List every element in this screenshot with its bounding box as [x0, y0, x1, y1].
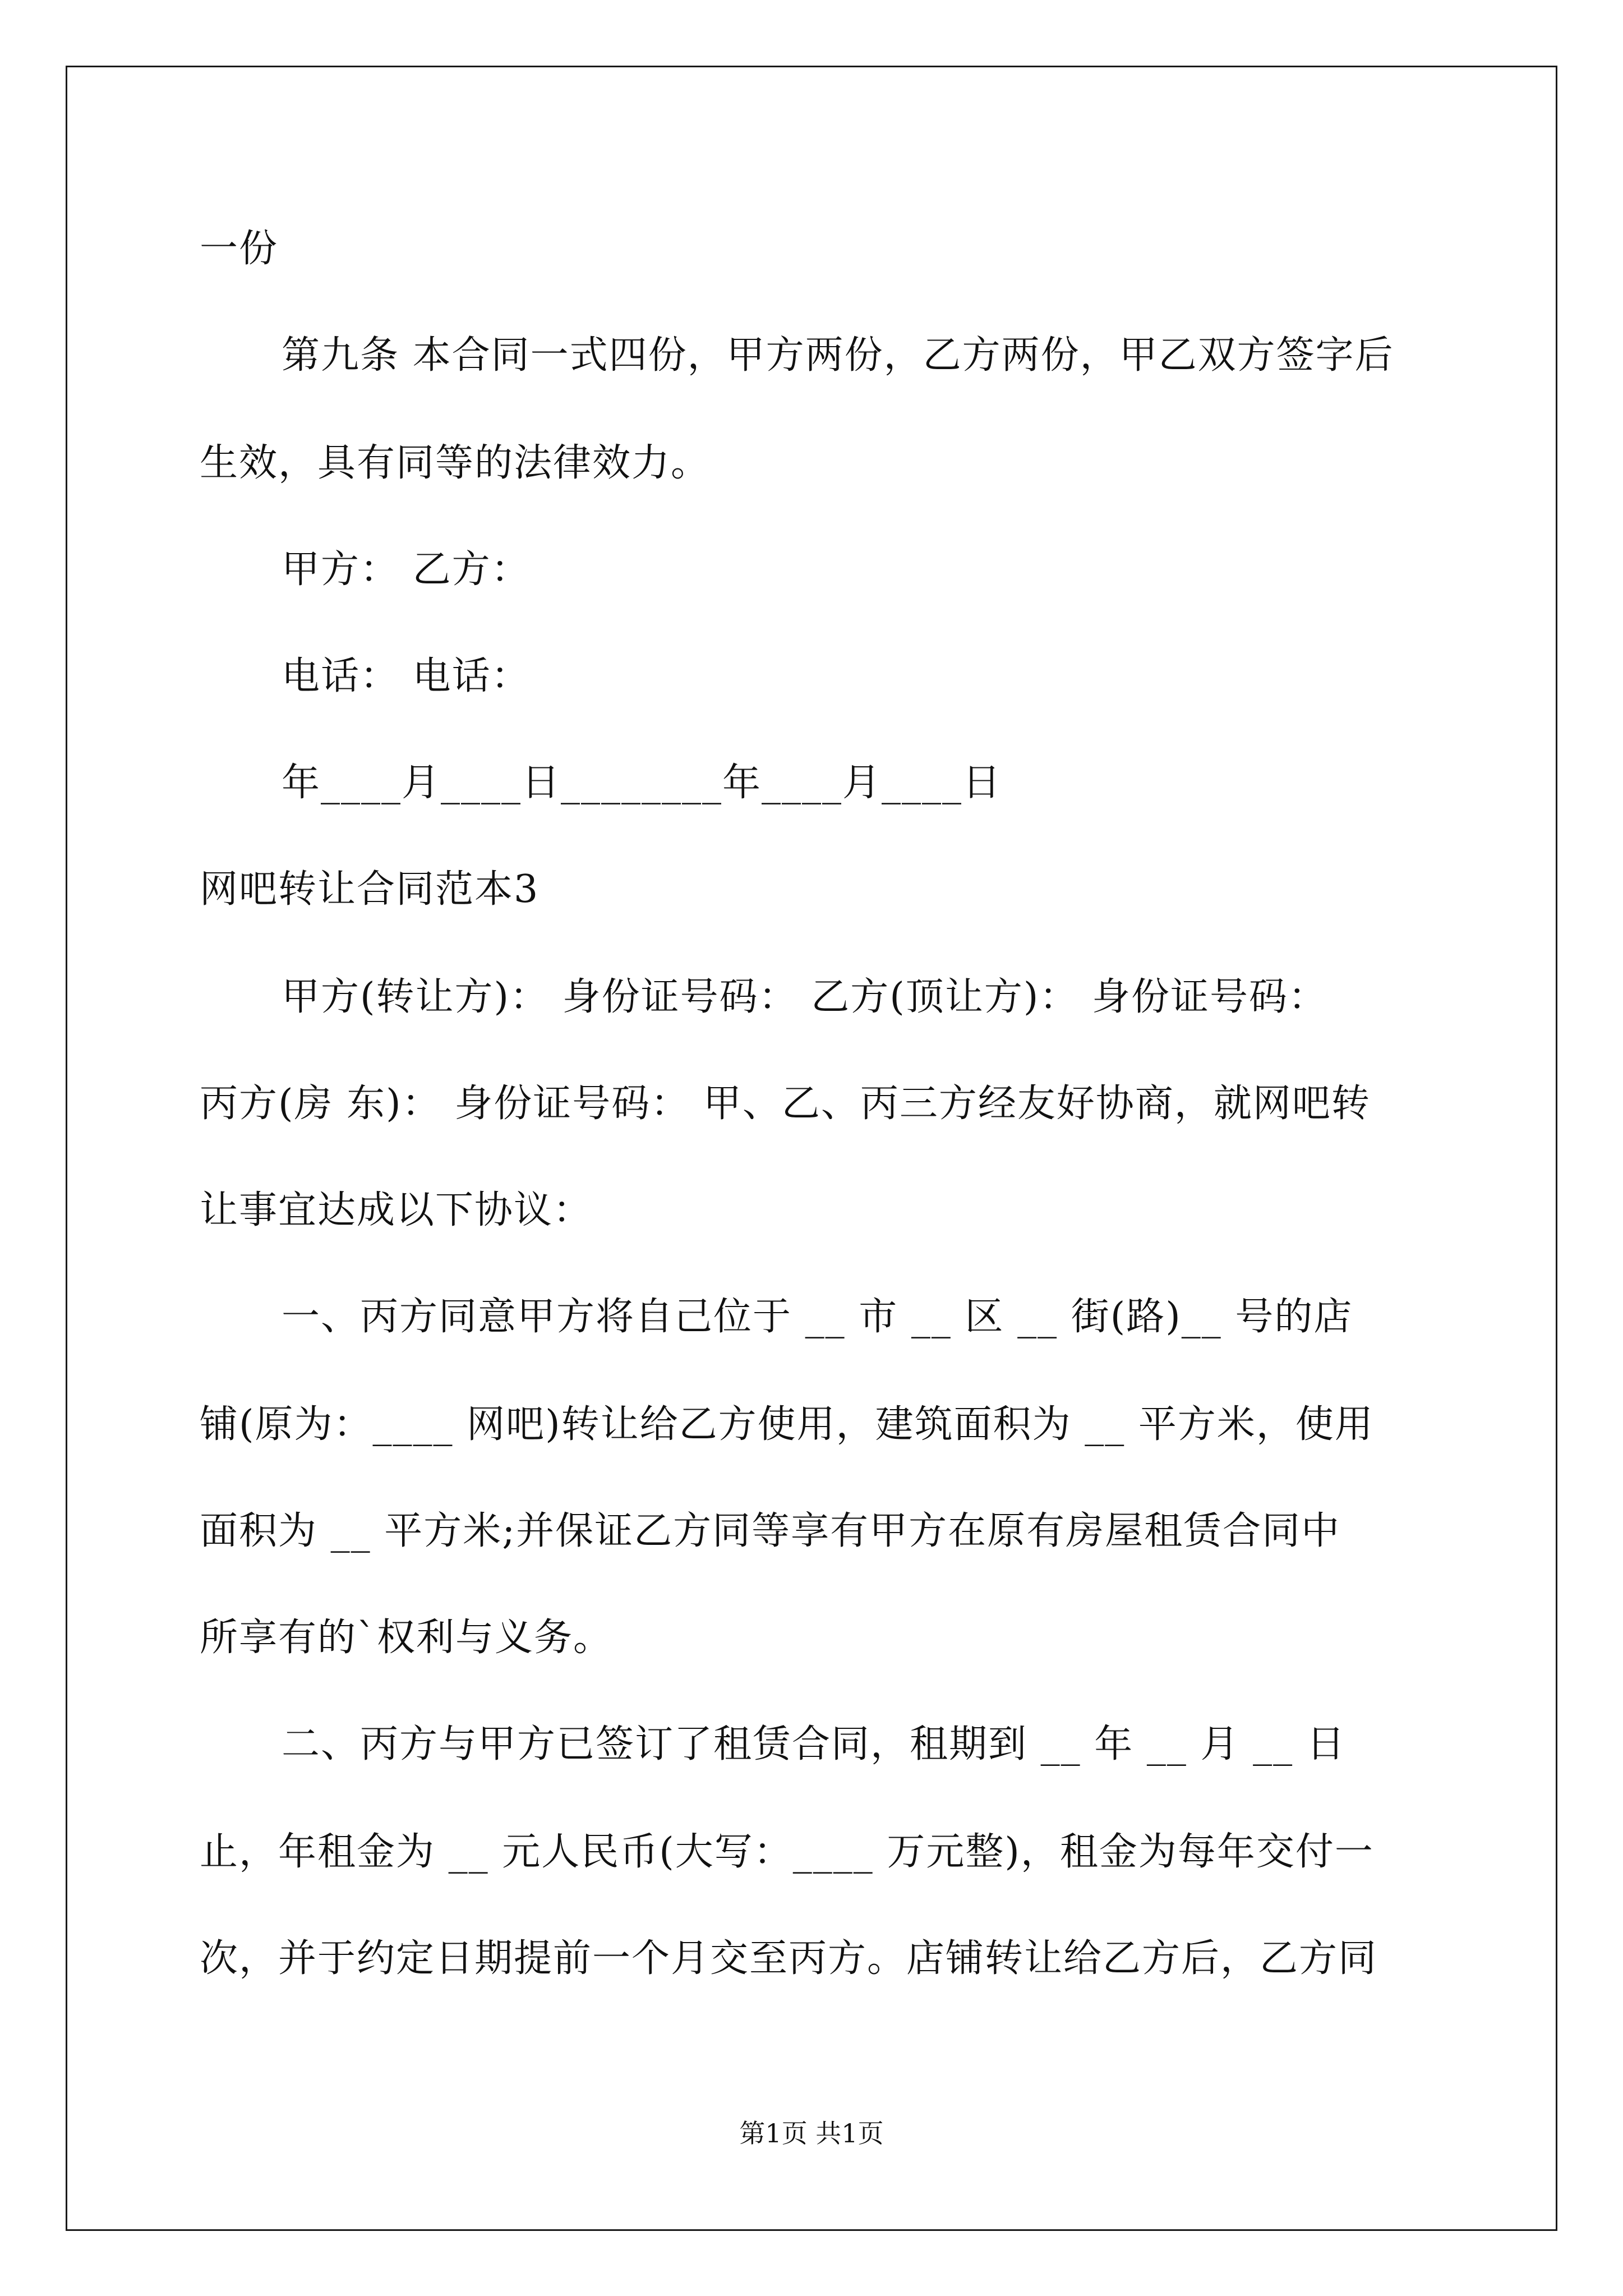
clause-one-line-1: 一、丙方同意甲方将自己位于 __ 市 __ 区 __ 街(路)__ 号的店	[282, 1295, 1353, 1339]
clause-two-line-1: 二、丙方与甲方已签订了租赁合同，租期到 __ 年 __ 月 __ 日	[282, 1722, 1346, 1766]
section-title: 网吧转让合同范本3	[200, 867, 540, 912]
party-signature-line: 甲方： 乙方：	[282, 547, 531, 592]
clause-nine-line-1: 第九条 本合同一式四份，甲方两份，乙方两份，甲乙双方签字后	[282, 333, 1394, 378]
clause-one-line-2: 铺(原为：____ 网吧)转让给乙方使用，建筑面积为 __ 平方米，使用	[200, 1402, 1374, 1447]
clause-two-line-3: 次，并于约定日期提前一个月交至丙方。店铺转让给乙方后，乙方同	[200, 1936, 1378, 1981]
date-line: 年____月____日________年____月____日	[282, 761, 1002, 805]
clause-two-line-2: 止，年租金为 __ 元人民币(大写：____ 万元整)，租金为每年交付一	[200, 1830, 1374, 1874]
page-border	[66, 66, 1557, 2231]
clause-one-line-3: 面积为 __ 平方米;并保证乙方同等享有甲方在原有房屋租赁合同中	[200, 1509, 1341, 1553]
text-line-continuation: 一份	[200, 227, 279, 271]
phone-line: 电话： 电话：	[282, 654, 531, 698]
clause-one-line-4: 所享有的`权利与义务。	[200, 1616, 613, 1660]
clause-nine-line-2: 生效，具有同等的法律效力。	[200, 441, 711, 485]
parties-line-3: 让事宜达成以下协议：	[200, 1188, 593, 1232]
page-number-footer: 第1页 共1页	[739, 2118, 884, 2148]
parties-line-1: 甲方(转让方)： 身份证号码： 乙方(顶让方)： 身份证号码：	[282, 975, 1327, 1019]
parties-line-2: 丙方(房 东)： 身份证号码： 甲、乙、丙三方经友好协商，就网吧转	[200, 1082, 1371, 1126]
